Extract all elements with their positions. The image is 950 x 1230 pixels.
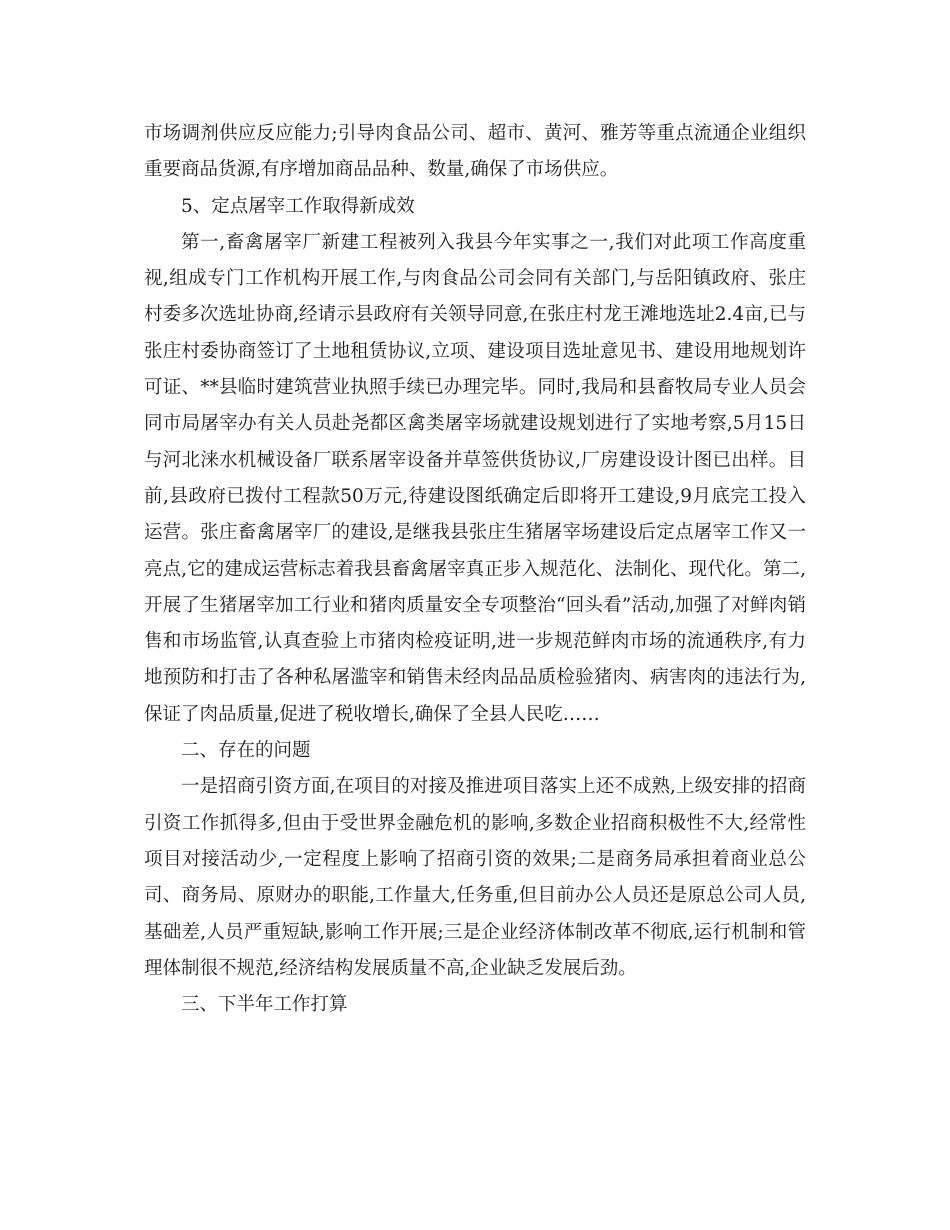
section-heading-problems: 二、存在的问题 [181, 740, 311, 762]
paragraph-continuation: 市场调剂供应反应能力;引导肉食品公司、超市、黄河、雅芳等重点流通企业组织重要商品货源,有序增加商品品种、数量,确保了市场供应。 [144, 123, 806, 181]
document-body [144, 116, 806, 1023]
section-heading-slaughter: 5、定点屠宰工作取得新成效 [181, 195, 415, 217]
paragraph-problems: 一是招商引资方面,在项目的对接及推进项目落实上还不成熟,上级安排的招商引资工作抓得多,但由于受世界金融危机的影响,多数企业招商积极性不大,经常性项目对接活动少,一定程度上影响了招商引资的效果;二是商务局承担着商业总公司、商务局、原财办的职能,工作量大,任务重,但目前办公人员还是原总公司人员,基础差,人员严重短缺,影响工作开展;三是企业经济体制改革不彻底,运行机制和管理体制很不规范,经济结构发展质量不高,企业缺乏发展后劲。 [144, 776, 806, 979]
paragraph-slaughter-work: 第一,畜禽屠宰厂新建工程被列入我县今年实事之一,我们对此项工作高度重视,组成专门工作机构开展工作,与肉食品公司会同有关部门,与岳阳镇政府、张庄村委多次选址协商,经请示县政府有关领导同意,在张庄村龙王滩地选址2.4亩,已与张庄村委协商签订了土地租赁协议,立项、建设项目选址意见书、建设用地规划许可证、**县临时建筑营业执照手续已办理完毕。同时,我局和县畜牧局专业人员会同市局屠宰办有关人员赴尧都区禽类屠宰场就建设规划进行了实地考察,5月15日与河北涞水机械设备厂联系屠宰设备并草签供货协议,厂房建设设计图已出样。目前,县政府已拨付工程款50万元,待建设图纸确定后即将开工建设,9月底完工投入运营。张庄畜禽屠宰厂的建设,是继我县张庄生猪屠宰场建设后定点屠宰工作又一亮点,它的建成运营标志着我县畜禽屠宰真正步入规范化、法制化、现代化。第二,开展了生猪屠宰加工行业和猪肉质量安全专项整治“回头看”活动,加强了对鲜肉销售和市场监管,认真查验上市猪肉检疫证明,进一步规范鲜肉市场的流通秩序,有力地预防和打击了各种私屠滥宰和销售未经肉品品质检验猪肉、病害肉的违法行为,保证了肉品质量,促进了税收增长,确保了全县人民吃…… [144, 231, 806, 725]
section-heading-plans: 三、下半年工作打算 [181, 994, 348, 1016]
